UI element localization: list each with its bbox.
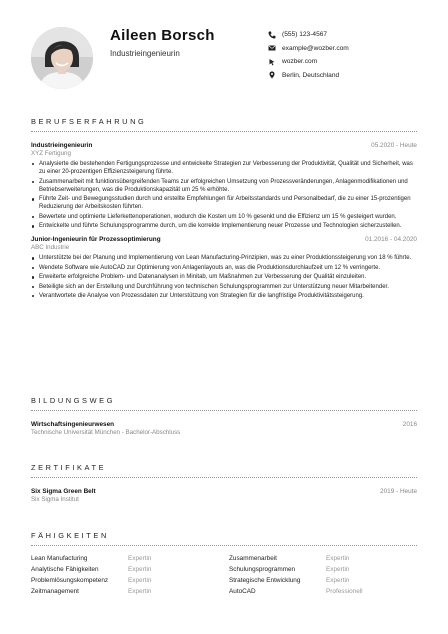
job-dates: 05.2020 - Heute xyxy=(371,142,417,149)
certificate-year: 2019 - Heute xyxy=(380,488,417,495)
link-icon xyxy=(268,58,276,66)
skill-level: Professionell xyxy=(326,588,363,595)
skills-section xyxy=(31,531,417,595)
contact-email-text: example@wozber.com xyxy=(282,44,349,52)
contact-phone-text: (555) 123-4567 xyxy=(282,31,328,39)
skill-level: Expertin xyxy=(326,566,350,573)
skill-name: Zeitmanagement xyxy=(31,588,79,595)
contact-email xyxy=(268,42,349,56)
contact-location xyxy=(268,69,349,83)
skill-level: Expertin xyxy=(128,588,152,595)
job-dates: 01.2016 - 04.2020 xyxy=(365,236,417,244)
certificate-name: Six Sigma Green Belt xyxy=(31,488,96,495)
contact-location-text: Berlin, Deutschland xyxy=(282,71,340,79)
job-entry xyxy=(31,142,417,230)
location-icon xyxy=(268,71,276,79)
bullet-item: Wendete Software wie AutoCAD zur Optimierung von Anlagenlayouts an, was die Produktionsdurchlaufzeit um 12 % verringerte. xyxy=(31,264,417,272)
section-title: BERUFSERFAHRUNG xyxy=(31,117,417,132)
job-title: Industrieingenieurin xyxy=(31,142,93,149)
bullet-item: Zusammenarbeit mit funktionsübergreifenden Teams zur erfolgreichen Umsetzung von Prozessveränderungen, Anlagenmodifikationen und Betriebserweiterungen, was die Produktionskapazität um 25 % erhöhte. xyxy=(31,178,417,194)
job-bullets xyxy=(31,160,417,230)
skill-name: Zusammenarbeit xyxy=(229,555,277,562)
bullet-item: Beteiligte sich an der Erstellung und Durchführung von technischen Schulungsprogrammen zur Unterstützung neuer Mitarbeitender. xyxy=(31,283,417,291)
skill-level: Expertin xyxy=(326,555,350,562)
school-name: Technische Universität München - Bachelor-Abschluss xyxy=(31,429,181,436)
section-title: FÄHIGKEITEN xyxy=(31,531,417,546)
certificate-issuer: Six Sigma Institut xyxy=(31,496,79,503)
profile-photo xyxy=(31,27,93,89)
skill-name: Analytische Fähigkeiten xyxy=(31,566,99,573)
skill-level: Expertin xyxy=(128,555,152,562)
job-company: XYZ Fertigung xyxy=(31,150,71,157)
phone-icon xyxy=(268,31,276,39)
candidate-name: Aileen Borsch xyxy=(110,27,215,44)
avatar xyxy=(31,27,93,89)
section-title: ZERTIFIKATE xyxy=(31,463,417,478)
contact-list xyxy=(268,28,349,82)
skill-level: Expertin xyxy=(128,566,152,573)
skill-name: Strategische Entwicklung xyxy=(229,577,301,584)
education-year: 2016 xyxy=(402,421,417,428)
contact-phone xyxy=(268,28,349,42)
email-icon xyxy=(268,44,276,52)
bullet-item: Entwickelte und führte Schulungsprogramme durch, um die korrekte Implementierung neuer Prozesse und Technologien sicherzustellen. xyxy=(31,222,417,230)
contact-website xyxy=(268,55,349,69)
bullet-item: Erweiterte erfolgreiche Problem- und Datenanalysen in Minitab, um Maßnahmen zur Verbesserung der Qualität einzuleiten. xyxy=(31,273,417,281)
skill-name: Lean Manufacturing xyxy=(31,555,88,562)
section-title: BILDUNGSWEG xyxy=(31,396,417,411)
job-title: Junior-Ingenieurin für Prozessoptimierung xyxy=(31,236,161,244)
skill-name: Problemlösungskompetenz xyxy=(31,577,109,584)
skill-level: Expertin xyxy=(326,577,350,584)
candidate-title: Industrieingenieurin xyxy=(110,49,180,58)
bullet-item: Analysierte die bestehenden Fertigungsprozesse und entwickelte Strategien zur Verbesserung der Produktivität, Qualität und Sicherheit, was zu einer 20-prozentigen Effizienzsteigerung führte. xyxy=(31,160,417,176)
resume-header xyxy=(0,0,448,106)
bullet-item: Führte Zeit- und Bewegungsstudien durch und erstellte Empfehlungen für Arbeitsstandards und Personalbedarf, die zu einer 15-prozentigen Reduzierung der Arbeitskosten führten. xyxy=(31,195,417,211)
bullet-item: Verantwortete die Analyse von Prozessdaten zur Unterstützung von Strategien für die langfristige Produktivitätssteigerung. xyxy=(31,292,417,300)
skills-grid xyxy=(31,555,417,595)
skill-name: AutoCAD xyxy=(229,588,256,595)
bullet-item: Bewertete und optimierte Lieferkettenoperationen, wodurch die Kosten um 10 % gesenkt und die Effizienz um 15 % gesteigert wurden. xyxy=(31,213,417,221)
degree-title: Wirtschaftsingenieurwesen xyxy=(31,421,115,428)
bullet-item: Unterstützte bei der Planung und Implementierung von Lean Manufacturing-Prinzipien, was zu einer Produktionssteigerung von 18 % führte. xyxy=(31,254,417,262)
certificates-section xyxy=(31,463,417,503)
contact-website-text: wozber.com xyxy=(282,58,318,66)
job-company: ABC Industrie xyxy=(31,244,70,252)
skill-level: Expertin xyxy=(128,577,152,584)
education-section xyxy=(31,396,417,436)
job-bullets xyxy=(31,254,417,300)
job-entry xyxy=(31,236,417,300)
skill-name: Schulungsprogrammen xyxy=(229,566,296,573)
experience-section xyxy=(31,117,417,301)
